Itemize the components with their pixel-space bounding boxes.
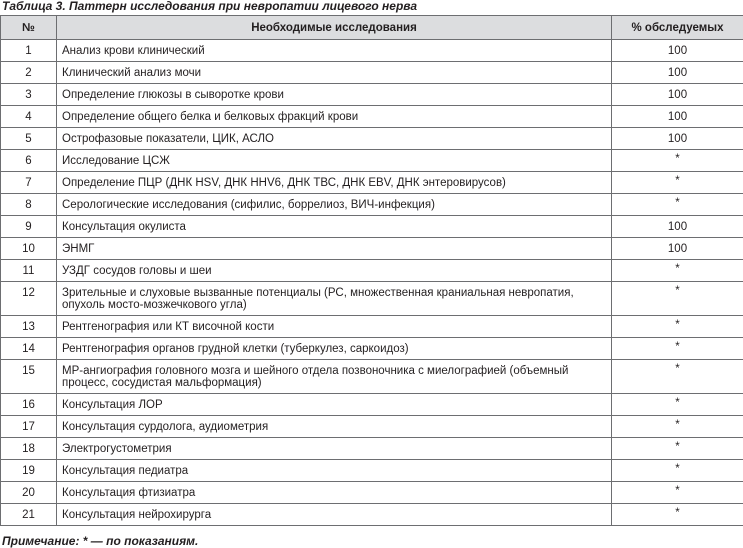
table-row xyxy=(1,106,743,128)
table-row xyxy=(1,84,743,106)
study-name-cell: Рентгенография или КТ височной кости xyxy=(57,316,612,338)
row-number-cell: 4 xyxy=(1,106,57,128)
percent-cell: * xyxy=(612,260,743,282)
table-row xyxy=(1,316,743,338)
row-number-cell: 15 xyxy=(1,360,57,394)
row-number-cell: 12 xyxy=(1,282,57,316)
row-number-cell: 5 xyxy=(1,128,57,150)
row-number-cell: 13 xyxy=(1,316,57,338)
percent-cell: 100 xyxy=(612,216,743,238)
percent-cell: 100 xyxy=(612,106,743,128)
table-note: Примечание: * — по показаниям. xyxy=(2,534,199,548)
percent-cell: * xyxy=(612,338,743,360)
percent-cell: * xyxy=(612,316,743,338)
study-name-cell: Консультация ЛОР xyxy=(57,394,612,416)
row-number-cell: 11 xyxy=(1,260,57,282)
table-row xyxy=(1,482,743,504)
row-number-cell: 2 xyxy=(1,62,57,84)
table-row xyxy=(1,504,743,526)
study-name-cell: Определение ПЦР (ДНК HSV, ДНК HHV6, ДНК ТВС, ДНК EBV, ДНК энтеровирусов) xyxy=(57,172,612,194)
study-name-cell: ЭНМГ xyxy=(57,238,612,260)
study-name-cell: Консультация сурдолога, аудиометрия xyxy=(57,416,612,438)
table-row xyxy=(1,416,743,438)
study-name-cell: Определение глюкозы в сыворотке крови xyxy=(57,84,612,106)
table-row xyxy=(1,62,743,84)
table-row xyxy=(1,438,743,460)
table-row xyxy=(1,394,743,416)
column-header-number: № xyxy=(1,16,57,40)
study-name-cell: Определение общего белка и белковых фракций крови xyxy=(57,106,612,128)
row-number-cell: 1 xyxy=(1,40,57,62)
table-row xyxy=(1,172,743,194)
studies-table xyxy=(0,15,743,526)
study-name-cell: Зрительные и слуховые вызванные потенциалы (РС, множественная краниальная невропатия, опухоль мосто-мозжечкового угла) xyxy=(57,282,612,316)
percent-cell: * xyxy=(612,438,743,460)
study-name-cell: Острофазовые показатели, ЦИК, АСЛО xyxy=(57,128,612,150)
study-name-cell: Консультация педиатра xyxy=(57,460,612,482)
table-row xyxy=(1,128,743,150)
percent-cell: * xyxy=(612,482,743,504)
percent-cell: * xyxy=(612,172,743,194)
table-row xyxy=(1,260,743,282)
percent-cell: 100 xyxy=(612,238,743,260)
row-number-cell: 3 xyxy=(1,84,57,106)
row-number-cell: 10 xyxy=(1,238,57,260)
study-name-cell: Рентгенография органов грудной клетки (туберкулез, саркоидоз) xyxy=(57,338,612,360)
percent-cell: * xyxy=(612,282,743,316)
column-header-percent: % обследуемых xyxy=(612,16,743,40)
study-name-cell: Серологические исследования (сифилис, боррелиоз, ВИЧ-инфекция) xyxy=(57,194,612,216)
row-number-cell: 7 xyxy=(1,172,57,194)
percent-cell: 100 xyxy=(612,40,743,62)
row-number-cell: 9 xyxy=(1,216,57,238)
table-row xyxy=(1,460,743,482)
percent-cell: * xyxy=(612,460,743,482)
table-title: Таблица 3. Паттерн исследования при невропатии лицевого нерва xyxy=(2,0,418,13)
row-number-cell: 6 xyxy=(1,150,57,172)
table-row xyxy=(1,194,743,216)
study-name-cell: Анализ крови клинический xyxy=(57,40,612,62)
percent-cell: * xyxy=(612,360,743,394)
percent-cell: 100 xyxy=(612,84,743,106)
study-name-cell: Консультация окулиста xyxy=(57,216,612,238)
study-name-cell: Консультация нейрохирурга xyxy=(57,504,612,526)
row-number-cell: 20 xyxy=(1,482,57,504)
row-number-cell: 21 xyxy=(1,504,57,526)
row-number-cell: 17 xyxy=(1,416,57,438)
study-name-cell: МР-ангиография головного мозга и шейного отдела позвоночника с миелографией (объемный процесс, сосудистая мальформация) xyxy=(57,360,612,394)
study-name-cell: УЗДГ сосудов головы и шеи xyxy=(57,260,612,282)
percent-cell: 100 xyxy=(612,62,743,84)
column-header-study: Необходимые исследования xyxy=(57,16,612,40)
table-row xyxy=(1,150,743,172)
row-number-cell: 8 xyxy=(1,194,57,216)
row-number-cell: 16 xyxy=(1,394,57,416)
table-row xyxy=(1,338,743,360)
percent-cell: 100 xyxy=(612,128,743,150)
study-name-cell: Консультация фтизиатра xyxy=(57,482,612,504)
table-row xyxy=(1,40,743,62)
table-body xyxy=(1,40,743,526)
percent-cell: * xyxy=(612,150,743,172)
row-number-cell: 19 xyxy=(1,460,57,482)
study-name-cell: Клинический анализ мочи xyxy=(57,62,612,84)
study-name-cell: Электрогустометрия xyxy=(57,438,612,460)
table-row xyxy=(1,360,743,394)
table-header-row xyxy=(1,16,743,40)
percent-cell: * xyxy=(612,394,743,416)
row-number-cell: 18 xyxy=(1,438,57,460)
percent-cell: * xyxy=(612,504,743,526)
table-row xyxy=(1,238,743,260)
table-row xyxy=(1,282,743,316)
percent-cell: * xyxy=(612,416,743,438)
percent-cell: * xyxy=(612,194,743,216)
study-name-cell: Исследование ЦСЖ xyxy=(57,150,612,172)
table-row xyxy=(1,216,743,238)
row-number-cell: 14 xyxy=(1,338,57,360)
